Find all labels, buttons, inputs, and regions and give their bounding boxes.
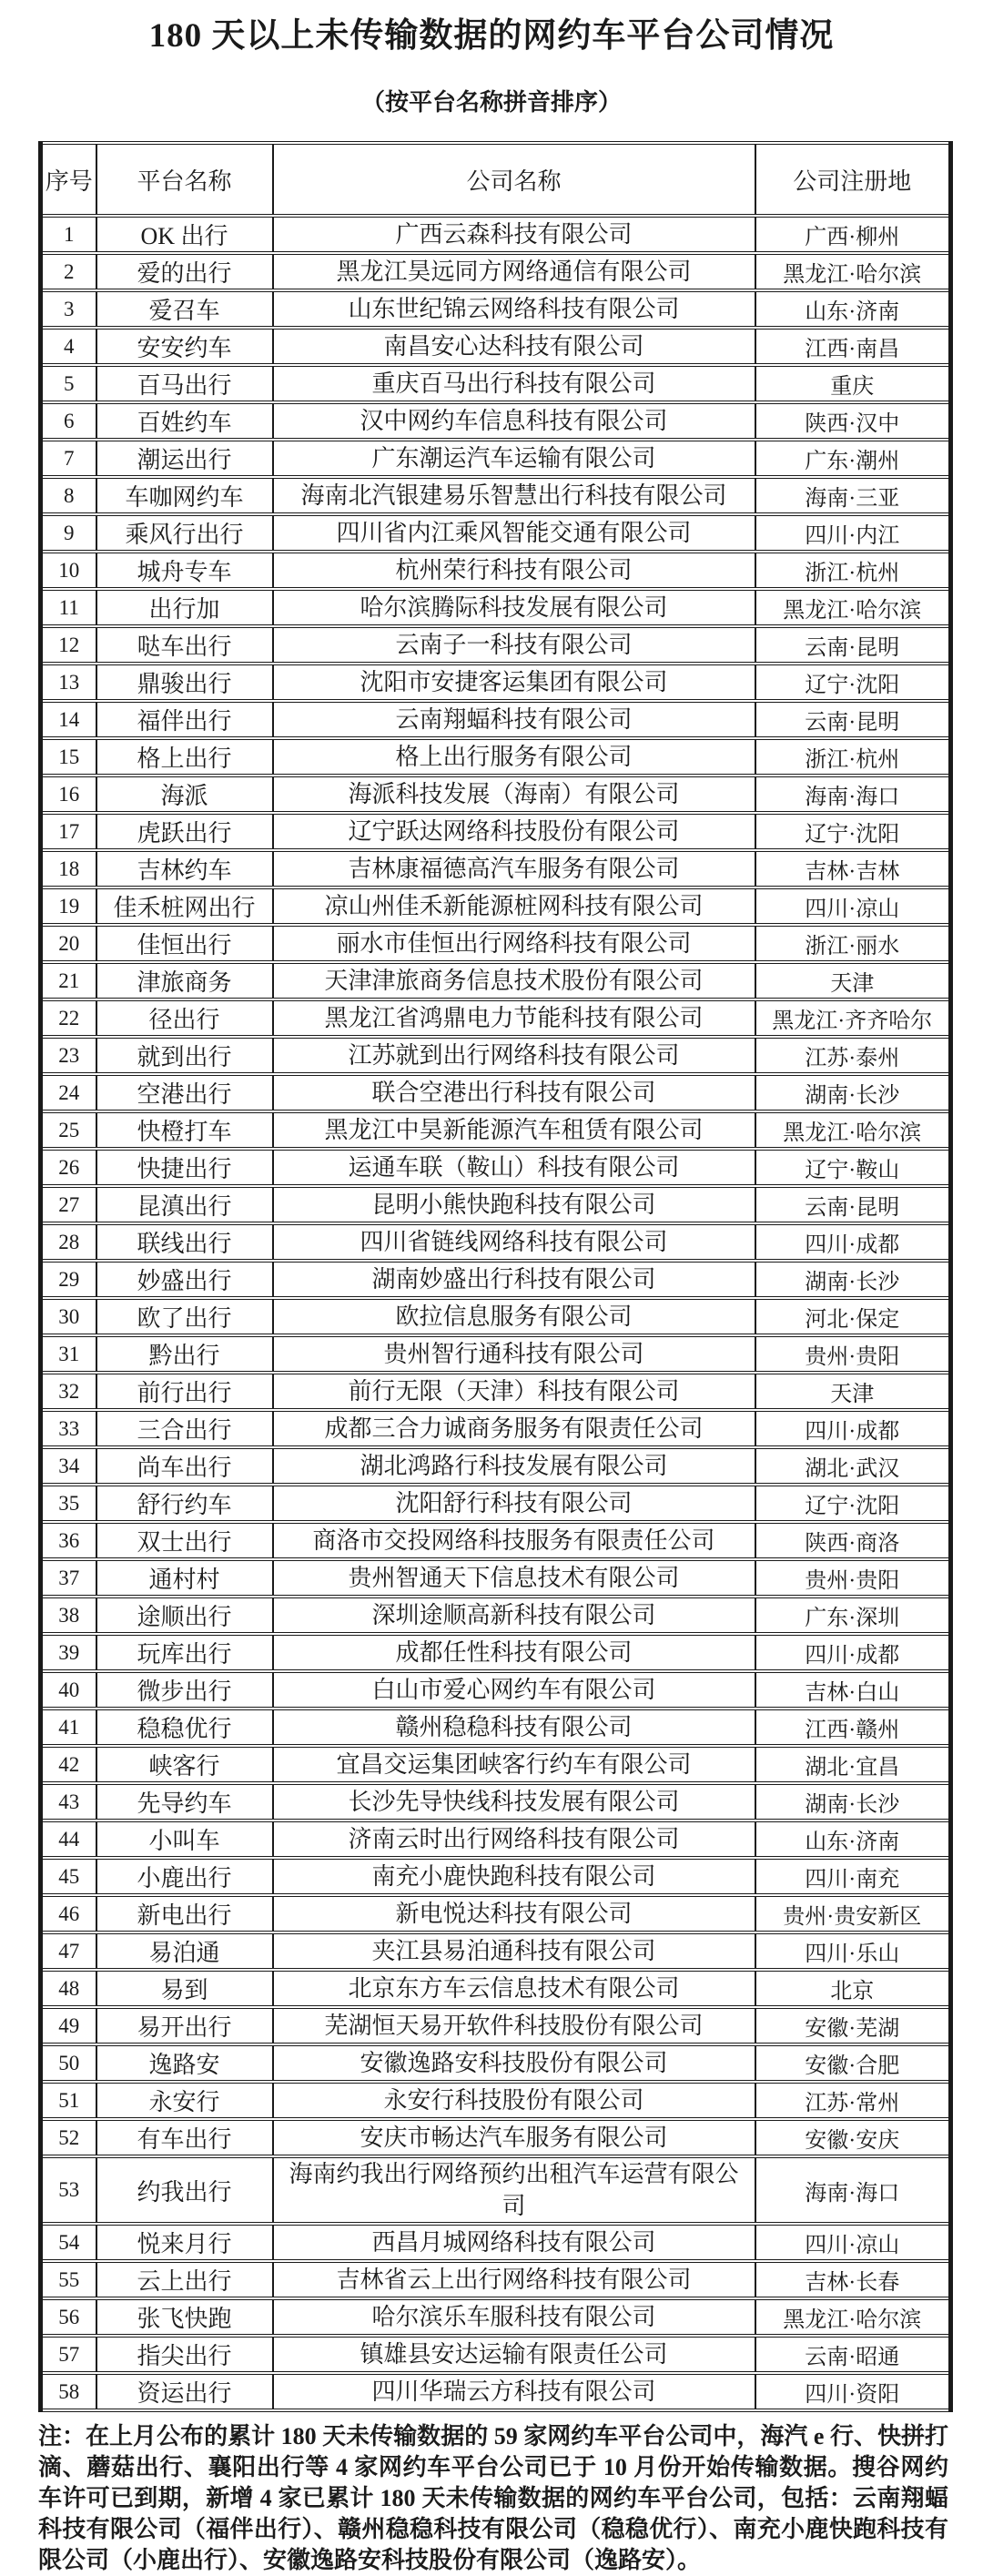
serial-cell: 26 — [41, 1149, 96, 1186]
serial-cell: 9 — [41, 514, 96, 552]
company-name-cell: 夹江县易泊通科技有限公司 — [273, 1932, 755, 1970]
serial-cell: 3 — [41, 290, 96, 328]
platform-name-cell: 有车出行 — [96, 2119, 273, 2156]
table-row — [41, 2082, 951, 2119]
serial-cell: 30 — [41, 1298, 96, 1335]
company-name-cell: 山东世纪锦云网络科技有限公司 — [273, 290, 755, 328]
registration-place-cell: 四川·内江 — [755, 514, 951, 552]
company-name-cell: 沈阳市安捷客运集团有限公司 — [273, 664, 755, 701]
registration-place-cell: 吉林·长春 — [755, 2261, 951, 2298]
company-name-cell: 前行无限（天津）科技有限公司 — [273, 1373, 755, 1410]
table-row — [41, 887, 951, 925]
platform-name-cell: 车咖网约车 — [96, 477, 273, 514]
platform-name-cell: 易泊通 — [96, 1932, 273, 1970]
serial-cell: 20 — [41, 925, 96, 962]
serial-cell: 40 — [41, 1671, 96, 1709]
platform-name-cell: 稳稳优行 — [96, 1709, 273, 1746]
registration-place-cell: 湖南·长沙 — [755, 1261, 951, 1298]
company-name-cell: 江苏就到出行网络科技有限公司 — [273, 1037, 755, 1074]
company-name-cell: 长沙先导快线科技发展有限公司 — [273, 1783, 755, 1820]
registration-place-cell: 贵州·贵阳 — [755, 1335, 951, 1373]
platform-name-cell: 双士出行 — [96, 1522, 273, 1559]
registration-place-cell: 云南·昆明 — [755, 626, 951, 664]
header-row — [41, 143, 951, 216]
table-row — [41, 2156, 951, 2224]
registration-place-cell: 吉林·白山 — [755, 1671, 951, 1709]
company-name-cell: 成都任性科技有限公司 — [273, 1634, 755, 1671]
platform-name-cell: 格上出行 — [96, 738, 273, 776]
platform-name-cell: 张飞快跑 — [96, 2298, 273, 2336]
platform-name-cell: 吉林约车 — [96, 850, 273, 887]
serial-cell: 15 — [41, 738, 96, 776]
serial-cell: 38 — [41, 1597, 96, 1634]
table-row — [41, 1559, 951, 1597]
serial-cell: 45 — [41, 1858, 96, 1895]
column-header-platform-name: 平台名称 — [96, 143, 273, 216]
table-row — [41, 1783, 951, 1820]
registration-place-cell: 辽宁·鞍山 — [755, 1149, 951, 1186]
registration-place-cell: 贵州·贵安新区 — [755, 1895, 951, 1932]
platform-name-cell: 逸路安 — [96, 2044, 273, 2082]
serial-cell: 1 — [41, 216, 96, 253]
registration-place-cell: 海南·海口 — [755, 2156, 951, 2224]
serial-cell: 43 — [41, 1783, 96, 1820]
company-name-cell: 四川省内江乘风智能交通有限公司 — [273, 514, 755, 552]
registration-place-cell: 广西·柳州 — [755, 216, 951, 253]
serial-cell: 37 — [41, 1559, 96, 1597]
company-name-cell: 芜湖恒天易开软件科技股份有限公司 — [273, 2007, 755, 2044]
table-row — [41, 477, 951, 514]
platform-name-cell: 佳禾桩网出行 — [96, 887, 273, 925]
table-row — [41, 1447, 951, 1485]
serial-cell: 49 — [41, 2007, 96, 2044]
registration-place-cell: 四川·凉山 — [755, 887, 951, 925]
table-row — [41, 738, 951, 776]
registration-place-cell: 黑龙江·齐齐哈尔 — [755, 999, 951, 1037]
platform-name-cell: 百马出行 — [96, 365, 273, 402]
registration-place-cell: 四川·南充 — [755, 1858, 951, 1895]
table-row — [41, 2119, 951, 2156]
serial-cell: 54 — [41, 2224, 96, 2261]
company-name-cell: 深圳途顺高新科技有限公司 — [273, 1597, 755, 1634]
registration-place-cell: 广东·深圳 — [755, 1597, 951, 1634]
registration-place-cell: 海南·三亚 — [755, 477, 951, 514]
company-name-cell: 吉林省云上出行网络科技有限公司 — [273, 2261, 755, 2298]
company-name-cell: 广西云森科技有限公司 — [273, 216, 755, 253]
table-row — [41, 514, 951, 552]
company-name-cell: 哈尔滨腾际科技发展有限公司 — [273, 589, 755, 626]
table-row — [41, 925, 951, 962]
serial-cell: 50 — [41, 2044, 96, 2082]
table-row — [41, 290, 951, 328]
serial-cell: 14 — [41, 701, 96, 738]
serial-cell: 27 — [41, 1186, 96, 1223]
company-name-cell: 丽水市佳恒出行网络科技有限公司 — [273, 925, 755, 962]
table-row — [41, 1932, 951, 1970]
platform-name-cell: 鼎骏出行 — [96, 664, 273, 701]
serial-cell: 29 — [41, 1261, 96, 1298]
platform-name-cell: OK 出行 — [96, 216, 273, 253]
platform-name-cell: 新电出行 — [96, 1895, 273, 1932]
registration-place-cell: 贵州·贵阳 — [755, 1559, 951, 1597]
registration-place-cell: 辽宁·沈阳 — [755, 813, 951, 850]
platform-name-cell: 海派 — [96, 776, 273, 813]
serial-cell: 51 — [41, 2082, 96, 2119]
table-row — [41, 813, 951, 850]
company-name-cell: 海南约我出行网络预约出租汽车运营有限公司 — [273, 2156, 755, 2224]
company-name-cell: 南昌安心达科技有限公司 — [273, 328, 755, 365]
platform-name-cell: 途顺出行 — [96, 1597, 273, 1634]
serial-cell: 39 — [41, 1634, 96, 1671]
registration-place-cell: 广东·潮州 — [755, 440, 951, 477]
platform-name-cell: 空港出行 — [96, 1074, 273, 1111]
table-row — [41, 589, 951, 626]
serial-cell: 2 — [41, 253, 96, 290]
registration-place-cell: 黑龙江·哈尔滨 — [755, 1111, 951, 1149]
table-row — [41, 2336, 951, 2373]
registration-place-cell: 江西·赣州 — [755, 1709, 951, 1746]
platform-name-cell: 小鹿出行 — [96, 1858, 273, 1895]
column-header-company-name: 公司名称 — [273, 143, 755, 216]
serial-cell: 57 — [41, 2336, 96, 2373]
platform-name-cell: 玩库出行 — [96, 1634, 273, 1671]
serial-cell: 23 — [41, 1037, 96, 1074]
registration-place-cell: 安徽·芜湖 — [755, 2007, 951, 2044]
platform-name-cell: 乘风行出行 — [96, 514, 273, 552]
table-row — [41, 1410, 951, 1447]
registration-place-cell: 辽宁·沈阳 — [755, 664, 951, 701]
platform-name-cell: 安安约车 — [96, 328, 273, 365]
serial-cell: 33 — [41, 1410, 96, 1447]
company-name-cell: 沈阳舒行科技有限公司 — [273, 1485, 755, 1522]
company-name-cell: 天津津旅商务信息技术股份有限公司 — [273, 962, 755, 999]
platform-name-cell: 黔出行 — [96, 1335, 273, 1373]
registration-place-cell: 山东·济南 — [755, 1820, 951, 1858]
company-name-cell: 赣州稳稳科技有限公司 — [273, 1709, 755, 1746]
registration-place-cell: 河北·保定 — [755, 1298, 951, 1335]
serial-cell: 13 — [41, 664, 96, 701]
registration-place-cell: 湖南·长沙 — [755, 1783, 951, 1820]
registration-place-cell: 陕西·汉中 — [755, 402, 951, 440]
table-row — [41, 776, 951, 813]
table-row — [41, 1709, 951, 1746]
registration-place-cell: 天津 — [755, 1373, 951, 1410]
serial-cell: 4 — [41, 328, 96, 365]
platform-name-cell: 城舟专车 — [96, 552, 273, 589]
company-name-cell: 云南子一科技有限公司 — [273, 626, 755, 664]
table-row — [41, 1820, 951, 1858]
company-name-cell: 云南翔蝠科技有限公司 — [273, 701, 755, 738]
table-row — [41, 1895, 951, 1932]
serial-cell: 8 — [41, 477, 96, 514]
table-row — [41, 328, 951, 365]
serial-cell: 19 — [41, 887, 96, 925]
table-row — [41, 962, 951, 999]
platform-name-cell: 三合出行 — [96, 1410, 273, 1447]
serial-cell: 24 — [41, 1074, 96, 1111]
company-name-cell: 联合空港出行科技有限公司 — [273, 1074, 755, 1111]
registration-place-cell: 浙江·杭州 — [755, 738, 951, 776]
table-row — [41, 2298, 951, 2336]
table-row — [41, 999, 951, 1037]
platform-name-cell: 永安行 — [96, 2082, 273, 2119]
serial-cell: 18 — [41, 850, 96, 887]
table-row — [41, 1522, 951, 1559]
registration-place-cell: 山东·济南 — [755, 290, 951, 328]
registration-place-cell: 四川·乐山 — [755, 1932, 951, 1970]
serial-cell: 32 — [41, 1373, 96, 1410]
table-row — [41, 1223, 951, 1261]
serial-cell: 47 — [41, 1932, 96, 1970]
platform-name-cell: 百姓约车 — [96, 402, 273, 440]
registration-place-cell: 四川·成都 — [755, 1410, 951, 1447]
registration-place-cell: 湖北·武汉 — [755, 1447, 951, 1485]
company-name-cell: 南充小鹿快跑科技有限公司 — [273, 1858, 755, 1895]
registration-place-cell: 江苏·常州 — [755, 2082, 951, 2119]
table-row — [41, 552, 951, 589]
platform-name-cell: 快橙打车 — [96, 1111, 273, 1149]
table-row — [41, 216, 951, 253]
platform-name-cell: 通村村 — [96, 1559, 273, 1597]
company-name-cell: 湖南妙盛出行科技有限公司 — [273, 1261, 755, 1298]
table-row — [41, 1335, 951, 1373]
platform-name-cell: 虎跃出行 — [96, 813, 273, 850]
serial-cell: 17 — [41, 813, 96, 850]
platform-name-cell: 小叫车 — [96, 1820, 273, 1858]
platform-name-cell: 悦来月行 — [96, 2224, 273, 2261]
registration-place-cell: 重庆 — [755, 365, 951, 402]
serial-cell: 41 — [41, 1709, 96, 1746]
company-name-cell: 海派科技发展（海南）有限公司 — [273, 776, 755, 813]
table-row — [41, 1186, 951, 1223]
table-row — [41, 1298, 951, 1335]
serial-cell: 36 — [41, 1522, 96, 1559]
registration-place-cell: 安徽·安庆 — [755, 2119, 951, 2156]
serial-cell: 42 — [41, 1746, 96, 1783]
page-subtitle: （按平台名称拼音排序） — [360, 89, 622, 116]
company-name-cell: 哈尔滨乐车服科技有限公司 — [273, 2298, 755, 2336]
table-row — [41, 1149, 951, 1186]
company-name-cell: 广东潮运汽车运输有限公司 — [273, 440, 755, 477]
company-name-cell: 黑龙江昊远同方网络通信有限公司 — [273, 253, 755, 290]
table-row — [41, 2261, 951, 2298]
table-row — [41, 1074, 951, 1111]
serial-cell: 56 — [41, 2298, 96, 2336]
page-title: 180 天以上未传输数据的网约车平台公司情况 — [148, 17, 835, 55]
column-header-serial: 序号 — [41, 143, 96, 216]
company-name-cell: 宜昌交运集团峡客行约车有限公司 — [273, 1746, 755, 1783]
company-name-cell: 新电悦达科技有限公司 — [273, 1895, 755, 1932]
serial-cell: 25 — [41, 1111, 96, 1149]
platform-table — [38, 141, 953, 2412]
platform-name-cell: 指尖出行 — [96, 2336, 273, 2373]
company-name-cell: 黑龙江中昊新能源汽车租赁有限公司 — [273, 1111, 755, 1149]
platform-name-cell: 潮运出行 — [96, 440, 273, 477]
table-row — [41, 440, 951, 477]
serial-cell: 31 — [41, 1335, 96, 1373]
company-name-cell: 成都三合力诚商务服务有限责任公司 — [273, 1410, 755, 1447]
platform-name-cell: 微步出行 — [96, 1671, 273, 1709]
serial-cell: 55 — [41, 2261, 96, 2298]
company-name-cell: 安庆市畅达汽车服务有限公司 — [273, 2119, 755, 2156]
platform-name-cell: 易到 — [96, 1970, 273, 2007]
registration-place-cell: 黑龙江·哈尔滨 — [755, 589, 951, 626]
platform-name-cell: 昆滇出行 — [96, 1186, 273, 1223]
platform-name-cell: 快捷出行 — [96, 1149, 273, 1186]
registration-place-cell: 黑龙江·哈尔滨 — [755, 253, 951, 290]
table-row — [41, 1485, 951, 1522]
platform-name-cell: 资运出行 — [96, 2373, 273, 2410]
registration-place-cell: 陕西·商洛 — [755, 1522, 951, 1559]
platform-name-cell: 福伴出行 — [96, 701, 273, 738]
serial-cell: 12 — [41, 626, 96, 664]
platform-name-cell: 妙盛出行 — [96, 1261, 273, 1298]
registration-place-cell: 北京 — [755, 1970, 951, 2007]
serial-cell: 44 — [41, 1820, 96, 1858]
registration-place-cell: 吉林·吉林 — [755, 850, 951, 887]
company-name-cell: 贵州智行通科技有限公司 — [273, 1335, 755, 1373]
registration-place-cell: 天津 — [755, 962, 951, 999]
registration-place-cell: 云南·昆明 — [755, 701, 951, 738]
serial-cell: 52 — [41, 2119, 96, 2156]
serial-cell: 6 — [41, 402, 96, 440]
registration-place-cell: 浙江·杭州 — [755, 552, 951, 589]
company-name-cell: 凉山州佳禾新能源桩网科技有限公司 — [273, 887, 755, 925]
platform-name-cell: 峡客行 — [96, 1746, 273, 1783]
company-name-cell: 辽宁跃达网络科技股份有限公司 — [273, 813, 755, 850]
company-name-cell: 西昌月城网络科技有限公司 — [273, 2224, 755, 2261]
table-row — [41, 1970, 951, 2007]
serial-cell: 28 — [41, 1223, 96, 1261]
company-name-cell: 海南北汽银建易乐智慧出行科技有限公司 — [273, 477, 755, 514]
serial-cell: 5 — [41, 365, 96, 402]
platform-name-cell: 哒车出行 — [96, 626, 273, 664]
company-name-cell: 吉林康福德高汽车服务有限公司 — [273, 850, 755, 887]
table-row — [41, 626, 951, 664]
platform-name-cell: 出行加 — [96, 589, 273, 626]
company-name-cell: 北京东方车云信息技术有限公司 — [273, 1970, 755, 2007]
serial-cell: 46 — [41, 1895, 96, 1932]
table-row — [41, 1746, 951, 1783]
company-name-cell: 格上出行服务有限公司 — [273, 738, 755, 776]
registration-place-cell: 四川·资阳 — [755, 2373, 951, 2410]
table-row — [41, 1111, 951, 1149]
company-name-cell: 济南云时出行网络科技有限公司 — [273, 1820, 755, 1858]
company-name-cell: 安徽逸路安科技股份有限公司 — [273, 2044, 755, 2082]
table-row — [41, 850, 951, 887]
platform-name-cell: 约我出行 — [96, 2156, 273, 2224]
company-name-cell: 湖北鸿路行科技发展有限公司 — [273, 1447, 755, 1485]
platform-name-cell: 先导约车 — [96, 1783, 273, 1820]
registration-place-cell: 云南·昭通 — [755, 2336, 951, 2373]
table-row — [41, 1037, 951, 1074]
company-name-cell: 重庆百马出行科技有限公司 — [273, 365, 755, 402]
company-name-cell: 四川省链线网络科技有限公司 — [273, 1223, 755, 1261]
platform-name-cell: 舒行约车 — [96, 1485, 273, 1522]
serial-cell: 58 — [41, 2373, 96, 2410]
registration-place-cell: 辽宁·沈阳 — [755, 1485, 951, 1522]
company-name-cell: 四川华瑞云方科技有限公司 — [273, 2373, 755, 2410]
table-row — [41, 664, 951, 701]
table-row — [41, 1373, 951, 1410]
table-row — [41, 1858, 951, 1895]
company-name-cell: 永安行科技股份有限公司 — [273, 2082, 755, 2119]
platform-name-cell: 津旅商务 — [96, 962, 273, 999]
company-name-cell: 黑龙江省鸿鼎电力节能科技有限公司 — [273, 999, 755, 1037]
serial-cell: 48 — [41, 1970, 96, 2007]
registration-place-cell: 四川·成都 — [755, 1223, 951, 1261]
company-name-cell: 运通车联（鞍山）科技有限公司 — [273, 1149, 755, 1186]
company-name-cell: 汉中网约车信息科技有限公司 — [273, 402, 755, 440]
platform-name-cell: 爱召车 — [96, 290, 273, 328]
registration-place-cell: 黑龙江·哈尔滨 — [755, 2298, 951, 2336]
serial-cell: 22 — [41, 999, 96, 1037]
registration-place-cell: 四川·凉山 — [755, 2224, 951, 2261]
serial-cell: 21 — [41, 962, 96, 999]
footnote: 注：在上月公布的累计 180 天未传输数据的 59 家网约车平台公司中，海汽 e 行、快拼打滴、蘑菇出行、襄阳出行等 4 家网约车平台公司已于 10 月份开始传输数据。搜谷网约车许可已到期，新增 4 家已累计 180 天未传输数据的网约车平台公司，包括：云南翔蝠科技有限公司（福伴出行）、赣州稳稳科技有限公司（稳稳优行）、南充小鹿快跑科技有限公司（小鹿出行）、安徽逸路安科技股份有限公司（逸路安）。 — [38, 2423, 948, 2574]
table-row — [41, 1597, 951, 1634]
registration-place-cell: 湖南·长沙 — [755, 1074, 951, 1111]
serial-cell: 16 — [41, 776, 96, 813]
company-name-cell: 贵州智通天下信息技术有限公司 — [273, 1559, 755, 1597]
company-name-cell: 欧拉信息服务有限公司 — [273, 1298, 755, 1335]
table-row — [41, 365, 951, 402]
platform-name-cell: 欧了出行 — [96, 1298, 273, 1335]
platform-name-cell: 爱的出行 — [96, 253, 273, 290]
table-row — [41, 2224, 951, 2261]
registration-place-cell: 海南·海口 — [755, 776, 951, 813]
table-row — [41, 1261, 951, 1298]
table-row — [41, 701, 951, 738]
table-row — [41, 2373, 951, 2410]
serial-cell: 53 — [41, 2156, 96, 2224]
table-row — [41, 1671, 951, 1709]
company-name-cell: 白山市爱心网约车有限公司 — [273, 1671, 755, 1709]
platform-name-cell: 前行出行 — [96, 1373, 273, 1410]
company-name-cell: 镇雄县安达运输有限责任公司 — [273, 2336, 755, 2373]
platform-name-cell: 易开出行 — [96, 2007, 273, 2044]
registration-place-cell: 四川·成都 — [755, 1634, 951, 1671]
column-header-registration-place: 公司注册地 — [755, 143, 951, 216]
table-row — [41, 2044, 951, 2082]
serial-cell: 7 — [41, 440, 96, 477]
serial-cell: 34 — [41, 1447, 96, 1485]
serial-cell: 11 — [41, 589, 96, 626]
registration-place-cell: 浙江·丽水 — [755, 925, 951, 962]
serial-cell: 10 — [41, 552, 96, 589]
platform-name-cell: 云上出行 — [96, 2261, 273, 2298]
table-row — [41, 1634, 951, 1671]
registration-place-cell: 江苏·泰州 — [755, 1037, 951, 1074]
registration-place-cell: 安徽·合肥 — [755, 2044, 951, 2082]
platform-name-cell: 就到出行 — [96, 1037, 273, 1074]
company-name-cell: 商洛市交投网络科技服务有限责任公司 — [273, 1522, 755, 1559]
table-row — [41, 253, 951, 290]
platform-name-cell: 联线出行 — [96, 1223, 273, 1261]
table-row — [41, 402, 951, 440]
platform-name-cell: 佳恒出行 — [96, 925, 273, 962]
platform-name-cell: 尚车出行 — [96, 1447, 273, 1485]
company-name-cell: 杭州荣行科技有限公司 — [273, 552, 755, 589]
registration-place-cell: 湖北·宜昌 — [755, 1746, 951, 1783]
serial-cell: 35 — [41, 1485, 96, 1522]
company-name-cell: 昆明小熊快跑科技有限公司 — [273, 1186, 755, 1223]
platform-name-cell: 径出行 — [96, 999, 273, 1037]
registration-place-cell: 云南·昆明 — [755, 1186, 951, 1223]
table-row — [41, 2007, 951, 2044]
registration-place-cell: 江西·南昌 — [755, 328, 951, 365]
